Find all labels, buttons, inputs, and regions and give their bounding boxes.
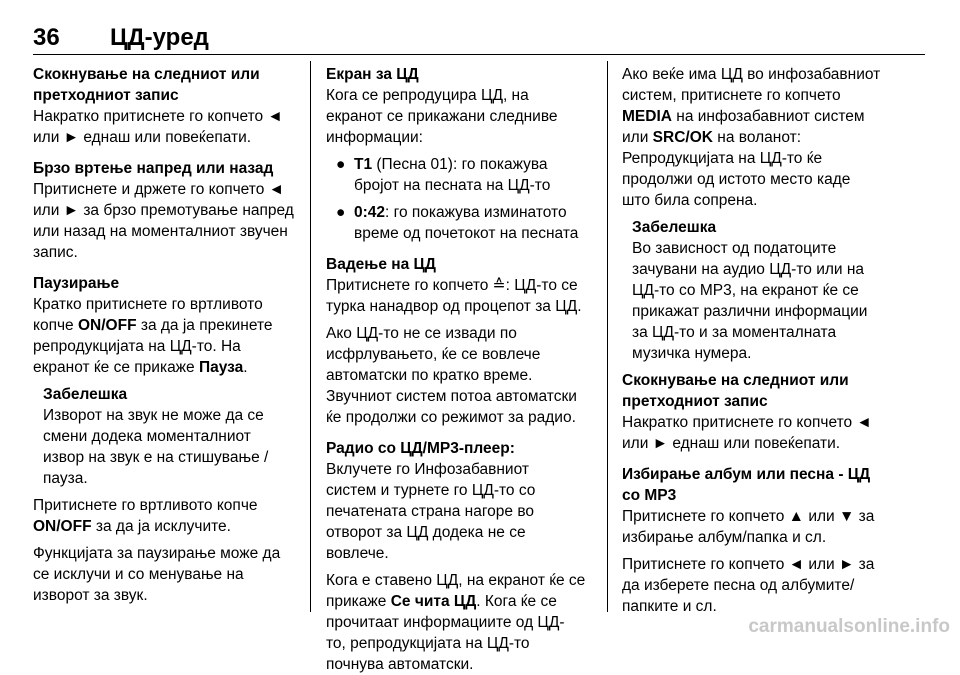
- text-line: 0:42: го покажува изминатото: [354, 204, 567, 221]
- text-line: да изберете песна од албумите/: [622, 577, 855, 594]
- key-label: ON/OFF: [77, 317, 137, 334]
- text-line: прочитаат информациите од ЦД-: [326, 614, 565, 631]
- text-line: бројот на песната на ЦД-то: [354, 177, 551, 194]
- text-line: Притиснете го копчето ≙: ЦД-то се: [326, 277, 578, 294]
- text-line: MEDIA на инфозабавниот систем: [622, 108, 865, 125]
- column-3: [622, 64, 894, 617]
- text-line: запис.: [33, 244, 78, 261]
- text-line: пауза.: [43, 470, 88, 487]
- text-line: Во зависност од податоците: [632, 240, 837, 257]
- text-line: избирање албум/папка и сл.: [622, 529, 827, 546]
- text-line: Изворот на звук не може да се: [43, 407, 264, 424]
- header-rule: [33, 54, 925, 55]
- section-cd-display: [326, 64, 594, 244]
- paragraph: [33, 495, 295, 537]
- note-box: [33, 384, 295, 489]
- text-line: исфрлувањето, ќе се вовлече: [326, 346, 541, 363]
- text-line: T1 (Песна 01): го покажува: [354, 156, 548, 173]
- bullet-dot: ●: [336, 156, 346, 173]
- text-line: отворот за ЦД додека не се: [326, 524, 526, 541]
- paragraph: [622, 64, 894, 211]
- key-label: SRC/OK: [652, 129, 713, 146]
- section-heading: Скокнување на следниот или: [622, 372, 849, 389]
- paragraph: [622, 554, 894, 617]
- paragraph: [326, 323, 594, 428]
- text-line: што била сопрена.: [622, 192, 758, 209]
- text-line: смени додека моменталниот: [43, 428, 251, 445]
- text-line: или ► за брзо премотување напред: [33, 202, 294, 219]
- page-number: 36: [33, 24, 60, 51]
- section-radio-cd-player: [326, 438, 594, 564]
- section-skip-track: [622, 370, 894, 454]
- text-line: екранот се прикажани следниве: [326, 108, 558, 125]
- text-line: музичка нумера.: [632, 345, 752, 362]
- note-heading: Забелешка: [632, 219, 717, 236]
- page-title: ЦД-уред: [110, 24, 209, 51]
- text-line: папките и сл.: [622, 598, 717, 615]
- note-box: [622, 217, 894, 364]
- section-select-album: [622, 464, 894, 548]
- key-label: ON/OFF: [33, 518, 92, 535]
- paragraph: [33, 543, 295, 606]
- section-heading: претходниот запис: [33, 87, 179, 104]
- text-line: ЦД-то со MP3, на екранот ќе се: [632, 282, 859, 299]
- section-pause: [33, 273, 295, 378]
- section-heading: Избирање албум или песна - ЦД: [622, 466, 871, 483]
- display-label: Пауза: [198, 359, 244, 376]
- text-line: Притиснете и држете го копчето ◄: [33, 181, 284, 198]
- bullet-item: [326, 154, 594, 196]
- text-line: време од почетокот на песната: [354, 225, 579, 242]
- text-line: изворот за звук.: [33, 587, 148, 604]
- text-line: Кога е ставено ЦД, на екранот ќе се: [326, 572, 586, 589]
- column-1: [33, 64, 295, 606]
- text-line: турка нанадвор од процепот за ЦД.: [326, 298, 582, 315]
- watermark: carmanualsonline.info: [748, 616, 950, 637]
- column-divider-1: [310, 61, 311, 612]
- section-heading: Скокнување на следниот или: [33, 66, 260, 83]
- text-line: Вклучете го Инфозабавниот: [326, 461, 529, 478]
- section-heading: со MP3: [622, 487, 677, 504]
- text-line: зачувани на аудио ЦД-то или на: [632, 261, 865, 278]
- bullet-dot: ●: [336, 204, 346, 221]
- column-2: [326, 64, 594, 675]
- text-line: Функцијата за паузирање може да: [33, 545, 281, 562]
- text-line: ON/OFF за да ја исклучите.: [33, 518, 231, 535]
- text-line: копче ON/OFF за да ја прекинете: [33, 317, 273, 334]
- text-line: почнува автоматски.: [326, 656, 474, 673]
- section-heading: Брзо вртење напред или назад: [33, 160, 274, 177]
- page-header: [33, 24, 923, 54]
- text-line: ќе продолжи со режимот за радио.: [326, 409, 576, 426]
- text-line: прикаже Се чита ЦД. Кога ќе се: [326, 593, 557, 610]
- text-line: Ако веќе има ЦД во инфозабавниот: [622, 66, 881, 83]
- text-line: информации:: [326, 129, 423, 146]
- text-line: за ЦД-то и за моменталната: [632, 324, 837, 341]
- display-label: Се чита ЦД: [390, 593, 477, 610]
- text-line: се исклучи и со менување на: [33, 566, 244, 583]
- text-line: продолжи од истото место каде: [622, 171, 851, 188]
- text-line: или ► еднаш или повеќепати.: [622, 435, 841, 452]
- text-line: или SRC/OK на воланот:: [622, 129, 802, 146]
- text-line: Притиснете го вртливото копче: [33, 497, 258, 514]
- section-heading: Екран за ЦД: [326, 66, 419, 83]
- text-line: печатената страна нагоре во: [326, 503, 535, 520]
- section-heading: Паузирање: [33, 275, 120, 292]
- section-heading: Радио со ЦД/MP3-плеер:: [326, 440, 515, 457]
- text-line: или назад на моменталниот звучен: [33, 223, 288, 240]
- section-eject: [326, 254, 594, 317]
- bullet-item: [326, 202, 594, 244]
- text-line: систем и турнете го ЦД-то со: [326, 482, 536, 499]
- column-divider-2: [607, 61, 608, 612]
- text-line: вовлече.: [326, 545, 389, 562]
- text-line: екранот ќе се прикаже Пауза.: [33, 359, 248, 376]
- section-skip-track: [33, 64, 295, 148]
- text-line: Притиснете го копчето ◄ или ► за: [622, 556, 875, 573]
- text-line: автоматски по кратко време.: [326, 367, 533, 384]
- text-line: то, репродукцијата на ЦД-то: [326, 635, 530, 652]
- text-line: Притиснете го копчето ▲ или ▼ за: [622, 508, 875, 525]
- text-line: Кога се репродуцира ЦД, на: [326, 87, 529, 104]
- text-line: или ► еднаш или повеќепати.: [33, 129, 252, 146]
- text-line: Звучниот систем потоа автоматски: [326, 388, 577, 405]
- text-line: Накратко притиснете го копчето ◄: [622, 414, 872, 431]
- section-fast-forward: [33, 158, 295, 263]
- text-line: систем, притиснете го копчето: [622, 87, 841, 104]
- note-heading: Забелешка: [43, 386, 128, 403]
- section-heading: Вадење на ЦД: [326, 256, 436, 273]
- text-line: извор на звук е на стишување /: [43, 449, 269, 466]
- text-line: прикажат различни информации: [632, 303, 868, 320]
- text-line: Накратко притиснете го копчето ◄: [33, 108, 283, 125]
- text-line: Ако ЦД-то не се извади по: [326, 325, 517, 342]
- section-heading: претходниот запис: [622, 393, 768, 410]
- text-line: репродукцијата на ЦД-то. На: [33, 338, 241, 355]
- text-line: Репродукцијата на ЦД-то ќе: [622, 150, 823, 167]
- key-label: MEDIA: [622, 108, 672, 125]
- paragraph: [326, 570, 594, 675]
- text-line: Кратко притиснете го вртливото: [33, 296, 263, 313]
